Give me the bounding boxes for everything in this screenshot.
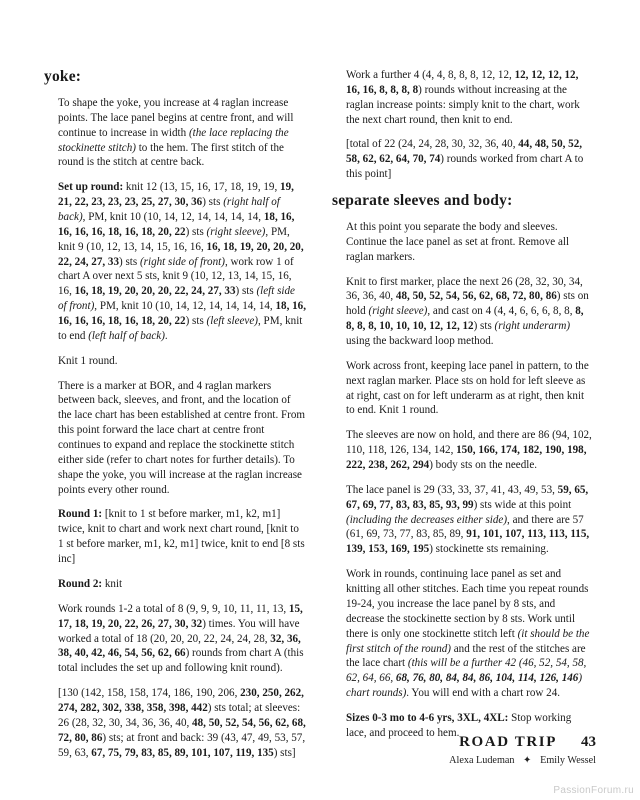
two-column-layout (44, 68, 596, 770)
paragraph: Sizes 0-3 mo to 4-6 yrs, 3XL, 4XL: Stop working lace, and proceed to hem. (346, 711, 572, 739)
left-column (44, 68, 306, 770)
paragraph: Knit 1 round. (58, 354, 118, 367)
pattern-title: ROAD TRIP (459, 734, 557, 750)
watermark: PassionForum.ru (553, 785, 634, 796)
paragraph: [130 (142, 158, 158, 174, 186, 190, 206, 230, 250, 262, 274, 282, 302, 338, 358, 398, 442) sts total; at sleeves: 26 (28, 32, 30, 34, 36, 36, 40, 48, 50, 52, 54, 56, 62, 68, 72, 80, 86) sts; at front and back: 39 (43, 47, 49, 53, 57, 59, 63, 67, 75, 79, 83, 85, 89, 101, 107, 119, 135) sts] (58, 687, 306, 759)
paragraph: Work across front, keeping lace panel in pattern, to the next raglan marker. Place sts on hold for left sleeve as at right, cast on for left underarm as at right, then knit to end. Knit 1 round. (346, 359, 589, 417)
paragraph: At this point you separate the body and sleeves. Continue the lace panel as set at front. Remove all raglan markers. (346, 221, 570, 263)
paragraph: [total of 22 (24, 24, 28, 30, 32, 36, 40, 44, 48, 50, 52, 58, 62, 62, 64, 70, 74) rounds worked from chart A to this point] (346, 138, 584, 181)
paragraph: Round 2: knit (58, 577, 123, 590)
paragraph: Work in rounds, continuing lace panel as set and knitting all other stitches. Each time you repeat rounds 19-24, you increase the lace panel by 8 sts, and decrease the stockinette section by 8 sts. Work until there is only one stockinette stitch left (it should be the first stitch of the round) and the rest of the stitches are the lace chart (this will be a further 42 (46, 52, 54, 58, 62, 64, 66, 68, 76, 80, 84, 84, 86, 104, 114, 126, 146) chart rounds). You will end with a chart row 24. (346, 568, 590, 700)
paragraph: Knit to first marker, place the next 26 (28, 32, 30, 34, 36, 36, 40, 48, 50, 52, 54, 56, 62, 68, 72, 80, 86) sts on hold (right sleeve), and cast on 4 (4, 4, 6, 6, 6, 8, 8, 8, 8, 8, 8, 10, 10, 10, 12, 12, 12) sts (right underarm) using the backward loop method. (346, 275, 589, 348)
paragraph: Set up round: knit 12 (13, 15, 16, 17, 18, 19, 19, 19, 21, 22, 23, 23, 23, 25, 27, 30, 36) sts (right half of back), PM, knit 10 (10, 14, 12, 14, 14, 14, 14, 18, 16, 16, 16, 16, 18, 16, 18, 20, 22) sts (right sleeve), PM, knit 9 (10, 12, 13, 14, 15, 16, 16, 16, 18, 19, 20, 20, 20, 22, 24, 27, 33) sts (right side of front), work row 1 of chart A over next 5 sts, knit 9 (10, 12, 13, 14, 15, 16, 16, 16, 18, 19, 20, 20, 20, 22, 24, 27, 33) sts (left side of front), PM, knit 10 (10, 14, 12, 14, 14, 14, 14, 18, 16, 16, 16, 16, 18, 16, 18, 20, 22) sts (left sleeve), PM, knit to end (left half of back). (58, 181, 306, 342)
paragraph: Round 1: [knit to 1 st before marker, m1, k2, m1] twice, knit to chart and work next chart round, [knit to 1 st before marker, m1, k2, m1] twice, knit to end [8 sts inc] (58, 508, 305, 566)
paragraph: There is a marker at BOR, and 4 raglan markers between back, sleeves, and front, and the location of the lace chart has been established at centre front. From this point forward the lace chart at centre front continues to expand and replace the stockinette stitch either side (refer to chart notes for further details). To shape the yoke, you will increase at the raglan increase points every other round. (58, 379, 306, 496)
paragraph: To shape the yoke, you increase at 4 raglan increase points. The lace panel begins at centre front, and will continue to increase in width (the lace replacing the stockinette stitch) to the hem. The first stitch of the round is the stitch at centre back. (58, 97, 294, 169)
paragraph: Work rounds 1-2 a total of 8 (9, 9, 9, 10, 11, 11, 13, 15, 17, 18, 19, 20, 22, 26, 27, 30, 32) times. You will have worked a total of 18 (20, 20, 20, 22, 24, 24, 28, 32, 36, 38, 40, 42, 46, 54, 56, 62, 66) rounds from chart A (this total includes the set up and following knit round). (58, 602, 304, 675)
star-icon: ✦ (523, 755, 532, 766)
author-two: Emily Wessel (540, 755, 596, 766)
right-column (332, 68, 594, 751)
page-footer (44, 733, 596, 766)
author-one: Alexa Ludeman (449, 755, 515, 766)
page-number: 43 (581, 734, 596, 750)
section-heading-yoke: yoke: (44, 68, 82, 85)
paragraph: Work a further 4 (4, 4, 8, 8, 8, 12, 12, 12, 12, 12, 12, 16, 16, 8, 8, 8, 8) rounds without increasing at the raglan increase points: simply knit to the chart, work the next chart round, then knit to end. (346, 69, 580, 126)
section-heading-separate-sleeves-and-body: separate sleeves and body: (332, 192, 513, 210)
paragraph: The lace panel is 29 (33, 33, 37, 41, 43, 49, 53, 59, 65, 67, 69, 77, 83, 83, 85, 93, 99) sts wide at this point (including the decreases either side), and there are 57 (61, 69, 73, 77, 83, 85, 89, 91, 101, 107, 113, 113, 115, 139, 153, 169, 195) stockinette sts remaining. (346, 483, 590, 556)
paragraph: The sleeves are now on hold, and there are 86 (94, 102, 110, 118, 126, 134, 142, 150, 166, 174, 182, 190, 198, 222, 238, 262, 294) body sts on the needle. (346, 429, 592, 472)
byline (44, 755, 596, 766)
